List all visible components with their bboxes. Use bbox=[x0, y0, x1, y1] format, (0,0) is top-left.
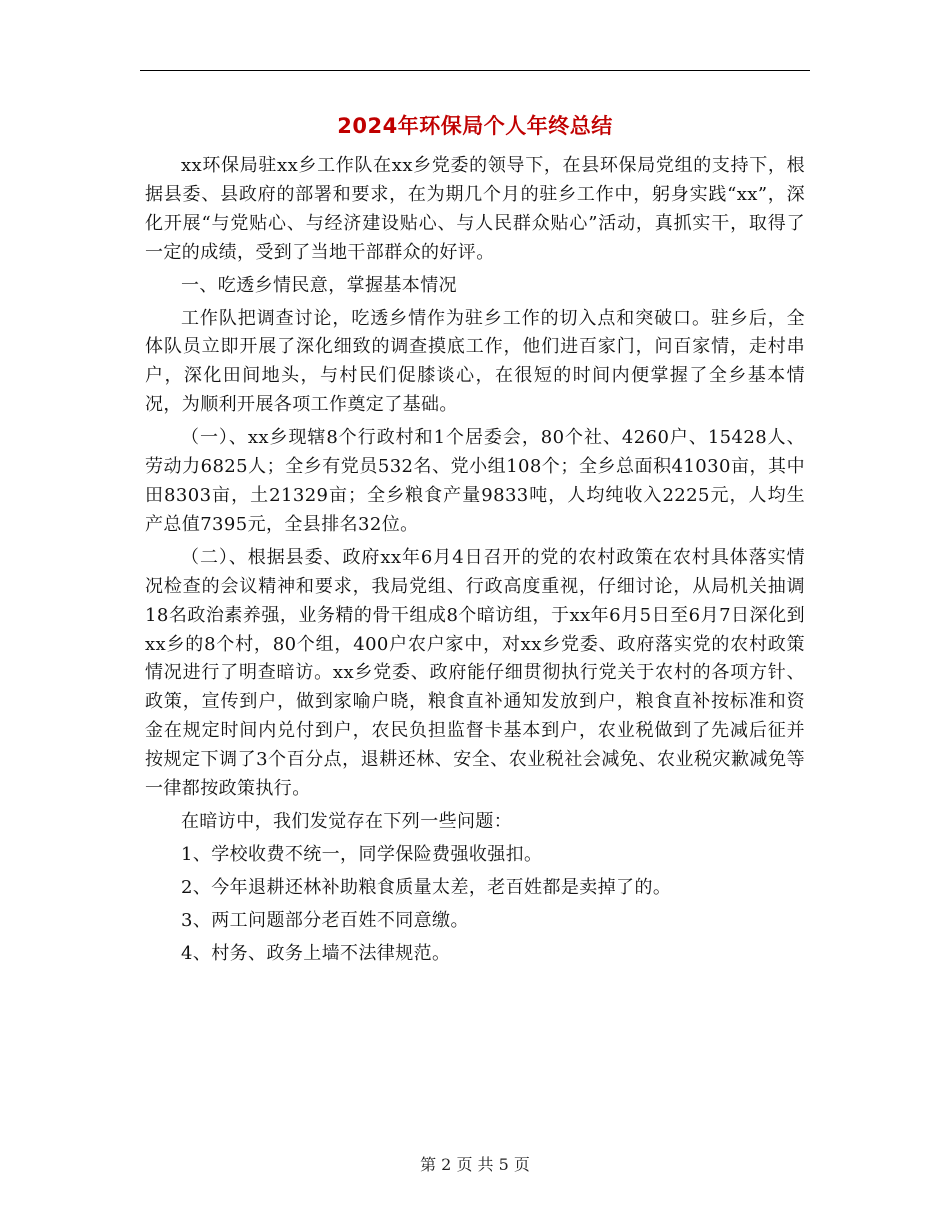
section-heading: 一、吃透乡情民意，掌握基本情况 bbox=[181, 274, 457, 296]
list-item: 2、今年退耕还林补助粮食质量太差，老百姓都是卖掉了的。 bbox=[181, 876, 672, 898]
header-rule bbox=[140, 70, 810, 71]
body-paragraph: 工作队把调查讨论，吃透乡情作为驻乡工作的切入点和突破口。驻乡后，全体队员立即开展了深化细致的调查摸底工作，他们进百家门，问百家情，走村串户，深化田间地头，与村民们促膝谈心，在很短的时间内便掌握了全乡基本情况，为顺利开展各项工作奠定了基础。 bbox=[145, 307, 805, 416]
list-item: 4、村务、政务上墙不法律规范。 bbox=[181, 942, 451, 964]
page-number: 第 2 页 共 5 页 bbox=[420, 1155, 530, 1174]
document-title: 2024年环保局个人年终总结 bbox=[337, 114, 613, 138]
body-paragraph: 在暗访中，我们发觉存在下列一些问题： bbox=[181, 810, 513, 832]
body-paragraph: （二）、根据县委、政府xx年6月4日召开的党的农村政策在农村具体落实情况检查的会议精神和要求，我局党组、行政高度重视，仔细讨论，从局机关抽调18名政治素养强，业务精的骨干组成8个暗访组，于xx年6月5日至6月7日深化到xx乡的8个村，80个组，400户农户家中，对xx乡党委、政府落实党的农村政策情况进行了明查暗访。xx乡党委、政府能仔细贯彻执行党关于农村的各项方针、政策，宣传到户，做到家喻户晓，粮食直补通知发放到户，粮食直补按标准和资金在规定时间内兑付到户，农民负担监督卡基本到户，农业税做到了先减后征并按规定下调了3个百分点，退耕还林、安全、农业税社会减免、农业税灾歉减免等一律都按政策执行。 bbox=[145, 546, 805, 800]
page-footer bbox=[0, 1155, 950, 1175]
document-body bbox=[145, 152, 805, 972]
intro-paragraph: xx环保局驻xx乡工作队在xx乡党委的领导下，在县环保局党组的支持下，根据县委、县政府的部署和要求，在为期几个月的驻乡工作中，躬身实践“xx”，深化开展“与党贴心、与经济建设贴心、与人民群众贴心”活动，真抓实干，取得了一定的成绩，受到了当地干部群众的好评。 bbox=[145, 155, 805, 263]
body-paragraph: （一）、xx乡现辖8个行政村和1个居委会，80个社、4260户、15428人、劳动力6825人；全乡有党员532名、党小组108个；全乡总面积41030亩，其中田8303亩，土21329亩；全乡粮食产量9833吨，人均纯收入2225元，人均生产总值7395元，全县排名32位。 bbox=[145, 427, 805, 535]
list-item: 1、学校收费不统一，同学保险费强收强扣。 bbox=[181, 843, 543, 865]
list-item: 3、两工问题部分老百姓不同意缴。 bbox=[181, 909, 469, 931]
